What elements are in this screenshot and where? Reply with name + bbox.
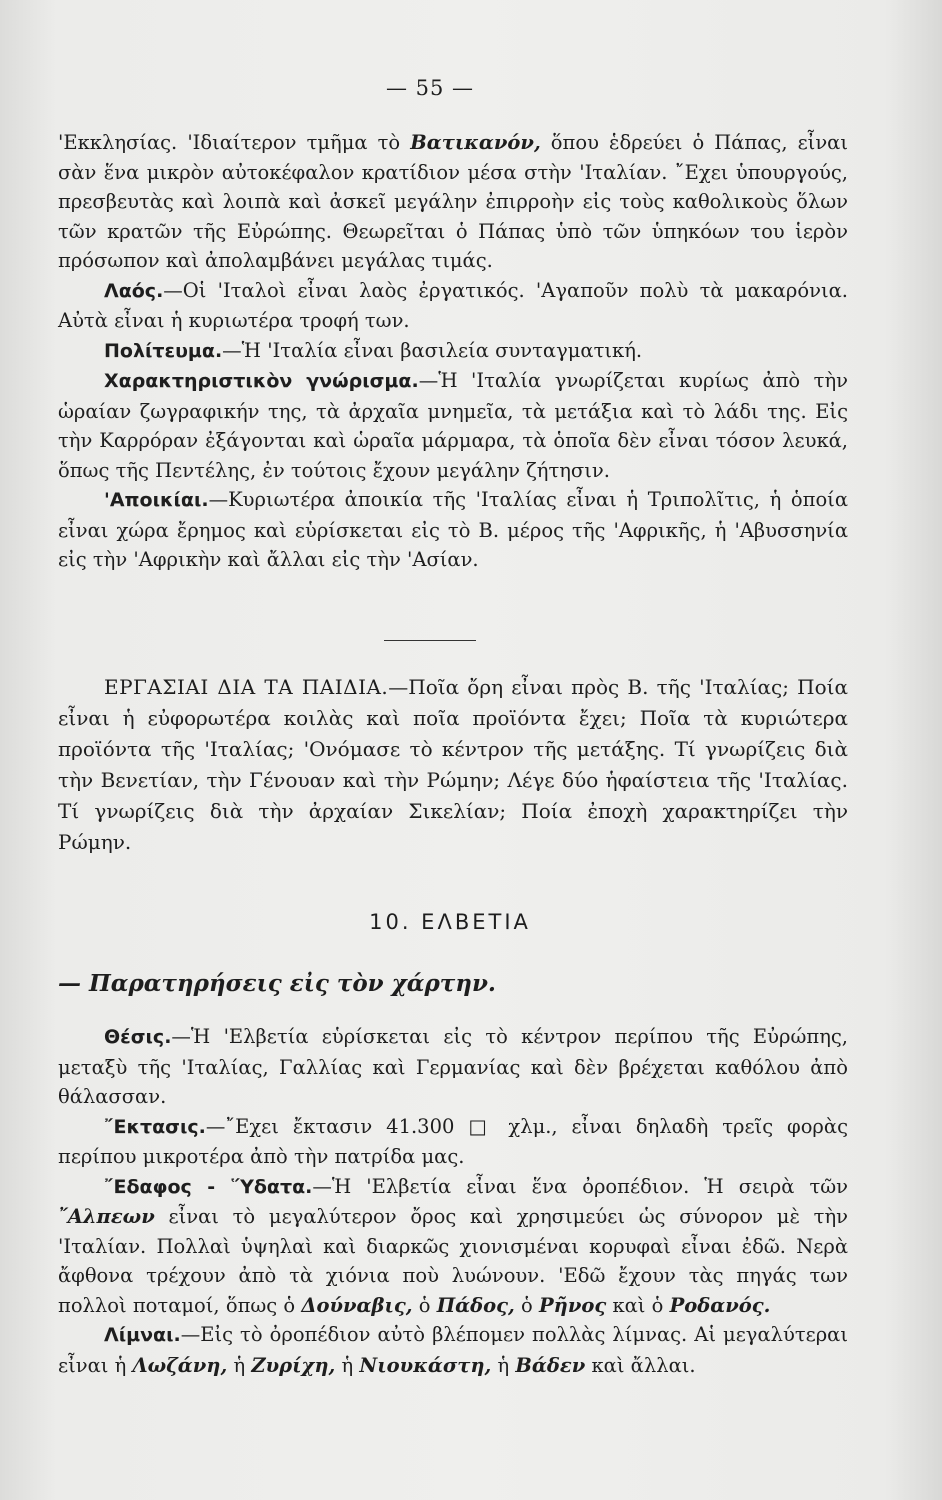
heading-apoikiai: 'Αποικίαι. bbox=[104, 489, 209, 511]
text-run: —Ἡ 'Ιταλία γνωρίζεται κυρίως ἀπὸ τὴν ὡραίαν ζωγραφικήν της, τὰ ἀρχαῖα μνημεῖα, τὰ μετάξια καὶ τὸ λάδι της. Εἰς τὴν Καρρόραν ἐξάγονται καὶ ὡραῖα μάρμαρα, τὰ ὁποῖα δὲν εἶναι τόσον λευκά, ὅπως τῆς Πεντέλης, ἐν τούτοις ἔχουν μεγάλην ζήτησιν. bbox=[58, 369, 848, 482]
text-run: καὶ ὁ bbox=[606, 1293, 670, 1317]
text-run: εἶναι τὸ μεγαλύτερον ὄρος καὶ χρησιμεύει ὡς σύνορον μὲ τὴν 'Ιταλίαν. Πολλαὶ ὑψηλαὶ καὶ διαρκῶς χιονισμέναι κορυφαὶ εἶναι ἐδῶ. Νερὰ ἄφθονα τρέχουν ἀπὸ τὰ χιόνια ποὺ λυώνουν. 'Εδῶ ἔχουν τὰς πηγάς των πολλοὶ ποταμοί, ὅπως ὁ bbox=[58, 1205, 848, 1317]
heading-limnai: Λίμναι. bbox=[104, 1324, 181, 1346]
text-run: —Ἡ 'Ιταλία εἶναι βασιλεία συνταγματική. bbox=[222, 338, 643, 362]
italy-text-block bbox=[58, 128, 848, 575]
text-run: καὶ ἄλλαι. bbox=[585, 1353, 696, 1377]
heading-exercises: ΕΡΓΑΣΙΑΙ ΔΙΑ ΤΑ ΠΑΙΔΙΑ. bbox=[104, 675, 389, 699]
paragraph-edafos bbox=[58, 1172, 848, 1321]
text-run: ἡ bbox=[335, 1353, 360, 1377]
text-run: ἡ bbox=[227, 1353, 252, 1377]
text-run: ὅπου ἑδρεύει ὁ Πάπας, εἶναι σὰν ἕνα μικρὸν αὐτοκέφαλον κρατίδιον μέσα στὴν 'Ιταλίαν. ῎Εχει ὑπουργούς, πρεσβευτὰς καὶ λοιπὰ καὶ ἀσκεῖ μεγάλην ἐπιρροὴν εἰς τοὺς καθολικοὺς ὅλων τῶν κρατῶν τῆς Εὐρώπης. Θεωρεῖται ὁ Πάπας ὑπὸ τῶν ὑπηκόων του ἱερὸν πρόσωπον καὶ ἀπολαμβάνει μεγάλας τιμάς. bbox=[58, 131, 848, 272]
section-divider bbox=[384, 640, 476, 641]
term-neuchatel: Νιουκάστη, bbox=[359, 1353, 492, 1377]
term-vatican: Βατικανόν, bbox=[410, 131, 541, 154]
exercises-block bbox=[58, 672, 848, 858]
term-baden: Βάδεν bbox=[515, 1353, 586, 1377]
paragraph-thesis bbox=[58, 1022, 848, 1112]
heading-ektasis: ῎Εκτασις. bbox=[104, 1115, 206, 1138]
section-title: 10. ΕΛΒΕΤΙΑ bbox=[369, 910, 531, 934]
text-run: 'Εκκλησίας. 'Ιδιαίτερον τμῆμα τὸ bbox=[58, 131, 411, 154]
text-run: —Εἰς τὸ ὀροπέδιον αὐτὸ βλέπομεν πολλὰς λίμνας. Αἱ μεγαλύτεραι εἶναι ἡ bbox=[58, 1323, 848, 1377]
term-zurich: Ζυρίχη, bbox=[251, 1353, 336, 1377]
paragraph-charaktiristiko bbox=[58, 366, 848, 485]
term-alps: ῎Αλπεων bbox=[58, 1205, 155, 1228]
heading-charaktiristiko: Χαρακτηριστικὸν γνώρισμα. bbox=[104, 370, 419, 392]
text-run: ὁ bbox=[514, 1293, 539, 1317]
heading-edafos: ῎Εδαφος - ῞Υδατα. bbox=[104, 1175, 313, 1198]
heading-thesis: Θέσις. bbox=[104, 1026, 172, 1048]
text-run: ὁ bbox=[412, 1293, 437, 1317]
page-number: — 55 — bbox=[385, 76, 475, 100]
paragraph-apoikiai bbox=[58, 485, 848, 575]
term-danube: Δούναβις, bbox=[301, 1293, 413, 1317]
heading-laos: Λαός. bbox=[104, 279, 164, 302]
text-run: —῎Εχει ἔκτασιν 41.300 □ χλμ., εἶναι δηλαδὴ τρεῖς φορὰς περίπου μικροτέρα ἀπὸ τὴν πατρίδα μας. bbox=[58, 1114, 848, 1168]
text-run: —Οἱ 'Ιταλοὶ εἶναι λαὸς ἐργατικός. 'Αγαποῦν πολὺ τὰ μακαρόνια. Αὐτὰ εἶναι ἡ κυριωτέρα τροφή των. bbox=[58, 278, 848, 332]
paragraph-ektasis bbox=[58, 1112, 848, 1172]
term-rhone: Ροδανός. bbox=[669, 1293, 771, 1317]
switzerland-text-block bbox=[58, 1022, 848, 1380]
term-lausanne: Λωζάνη, bbox=[132, 1353, 228, 1377]
paragraph-laos bbox=[58, 276, 848, 336]
paragraph-vatican bbox=[58, 128, 848, 276]
text-run: —Κυριωτέρα ἀποικία τῆς 'Ιταλίας εἶναι ἡ Τριπολῖτις, ἡ ὁποία εἶναι χώρα ἔρημος καὶ εὑρίσκεται εἰς τὸ Β. μέρος τῆς 'Αφρικῆς, ἡ 'Αβυσσηνία εἰς τὴν 'Αφρικὴν καὶ ἄλλαι εἰς τὴν 'Ασίαν. bbox=[58, 488, 848, 571]
section-subtitle: — Παρατηρήσεις εἰς τὸν χάρτην. bbox=[58, 970, 496, 997]
text-run: ἡ bbox=[491, 1353, 516, 1377]
paragraph-limnai bbox=[58, 1320, 848, 1380]
paragraph-politevma bbox=[58, 336, 848, 367]
term-po: Πάδος, bbox=[436, 1293, 515, 1317]
term-rhine: Ρῆνος bbox=[538, 1293, 607, 1317]
text-run: —Ἡ 'Ελβετία εἶναι ἕνα ὀροπέδιον. Ἡ σειρὰ τῶν bbox=[312, 1174, 848, 1198]
text-run: —Ἡ 'Ελβετία εὑρίσκεται εἰς τὸ κέντρον περίπου τῆς Εὐρώπης, μεταξὺ τῆς 'Ιταλίας, Γαλλίας καὶ Γερμανίας καὶ δὲν βρέχεται καθόλου ἀπὸ θάλασσαν. bbox=[58, 1025, 848, 1108]
heading-politevma: Πολίτευμα. bbox=[104, 339, 223, 362]
text-run: —Ποῖα ὄρη εἶναι πρὸς Β. τῆς 'Ιταλίας; Ποία εἶναι ἡ εὐφορωτέρα κοιλὰς καὶ ποῖα προϊόντα ἔχει; Ποῖα τὰ κυριώτερα προϊόντα τῆς 'Ιταλίας; 'Ονόμασε τὸ κέντρον τῆς μετάξης. Τί γνωρίζεις διὰ τὴν Βενετίαν, τὴν Γένουαν καὶ τὴν Ρώμην; Λέγε δύο ἡφαίστεια τῆς 'Ιταλίας. Τί γνωρίζεις διὰ τὴν ἀρχαίαν Σικελίαν; Ποία ἐποχὴ χαρακτηρίζει τὴν Ρώμην. bbox=[58, 675, 848, 854]
paragraph-exercises bbox=[58, 672, 848, 858]
